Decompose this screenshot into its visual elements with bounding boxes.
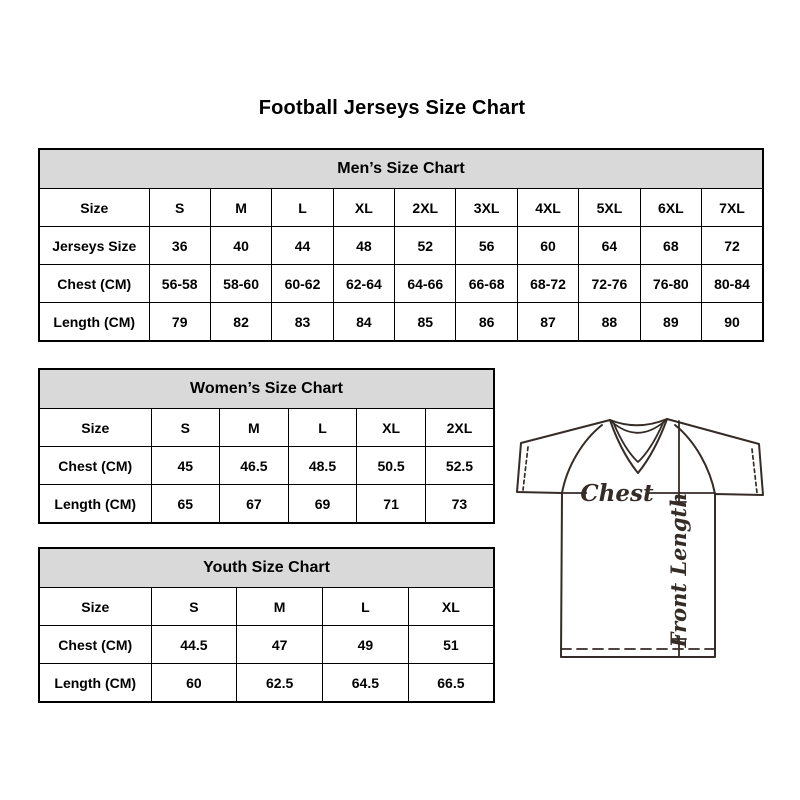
men-cell: 56-58 <box>149 265 210 303</box>
youth-cell: 64.5 <box>323 664 409 703</box>
men-row-label: Size <box>39 189 149 227</box>
men-cell: 62-64 <box>333 265 394 303</box>
youth-cell: XL <box>408 588 494 626</box>
men-cell: 80-84 <box>702 265 763 303</box>
jersey-svg <box>505 398 775 668</box>
table-row <box>39 227 763 265</box>
sleeve-stitch-right-icon <box>752 449 757 493</box>
table-row <box>39 588 494 626</box>
men-cell: 85 <box>395 303 456 342</box>
men-cell: 72 <box>702 227 763 265</box>
men-cell: 87 <box>517 303 578 342</box>
chest-measure-line <box>562 480 715 507</box>
women-cell: 52.5 <box>425 447 494 485</box>
sleeve-stitch-left-icon <box>523 447 528 490</box>
table-row <box>39 664 494 703</box>
youth-cell: L <box>323 588 409 626</box>
table-row <box>39 447 494 485</box>
youth-cell: S <box>151 588 237 626</box>
men-cell: 56 <box>456 227 517 265</box>
men-cell: 89 <box>640 303 701 342</box>
women-cell: S <box>151 409 220 447</box>
women-cell: 50.5 <box>357 447 426 485</box>
chest-label: Chest <box>580 480 654 507</box>
men-cell: 88 <box>579 303 640 342</box>
men-cell: S <box>149 189 210 227</box>
men-cell: 83 <box>272 303 333 342</box>
men-row-label: Jerseys Size <box>39 227 149 265</box>
men-cell: 52 <box>395 227 456 265</box>
youth-size-table <box>38 547 495 703</box>
men-row-label: Length (CM) <box>39 303 149 342</box>
women-cell: 73 <box>425 485 494 524</box>
men-cell: L <box>272 189 333 227</box>
table-row <box>39 485 494 524</box>
men-cell: 36 <box>149 227 210 265</box>
women-row-label: Chest (CM) <box>39 447 151 485</box>
youth-cell: M <box>237 588 323 626</box>
men-cell: 68-72 <box>517 265 578 303</box>
men-cell: 7XL <box>702 189 763 227</box>
men-cell: 90 <box>702 303 763 342</box>
women-cell: 69 <box>288 485 357 524</box>
table-row <box>39 626 494 664</box>
page-title: Football Jerseys Size Chart <box>258 97 526 119</box>
men-cell: 86 <box>456 303 517 342</box>
front-length-measure-line <box>666 421 693 657</box>
men-cell: 60 <box>517 227 578 265</box>
men-cell: 84 <box>333 303 394 342</box>
men-cell: 3XL <box>456 189 517 227</box>
table-row <box>39 409 494 447</box>
men-cell: 64 <box>579 227 640 265</box>
jersey-collar <box>610 419 667 473</box>
youth-cell: 49 <box>323 626 409 664</box>
men-cell: 64-66 <box>395 265 456 303</box>
women-chart-header: Women’s Size Chart <box>39 369 494 409</box>
table-row <box>39 265 763 303</box>
youth-cell: 62.5 <box>237 664 323 703</box>
women-cell: 2XL <box>425 409 494 447</box>
front-length-label: Front Length <box>666 492 691 648</box>
women-cell: 67 <box>220 485 289 524</box>
youth-cell: 51 <box>408 626 494 664</box>
men-cell: 58-60 <box>210 265 271 303</box>
men-cell: 79 <box>149 303 210 342</box>
men-cell: XL <box>333 189 394 227</box>
women-cell: 71 <box>357 485 426 524</box>
men-chart-header: Men’s Size Chart <box>39 149 763 189</box>
mens-size-table <box>38 148 764 342</box>
men-cell: 82 <box>210 303 271 342</box>
youth-row-label: Length (CM) <box>39 664 151 703</box>
womens-size-table <box>38 368 495 524</box>
men-row-label: Chest (CM) <box>39 265 149 303</box>
men-cell: 6XL <box>640 189 701 227</box>
men-cell: 44 <box>272 227 333 265</box>
youth-cell: 66.5 <box>408 664 494 703</box>
men-cell: 40 <box>210 227 271 265</box>
jersey-diagram <box>505 398 775 668</box>
women-row-label: Size <box>39 409 151 447</box>
youth-cell: 47 <box>237 626 323 664</box>
women-cell: L <box>288 409 357 447</box>
sleeve-seam-right <box>675 425 715 494</box>
men-cell: M <box>210 189 271 227</box>
men-cell: 2XL <box>395 189 456 227</box>
youth-chart-header: Youth Size Chart <box>39 548 494 588</box>
women-cell: M <box>220 409 289 447</box>
youth-cell: 60 <box>151 664 237 703</box>
table-row <box>39 303 763 342</box>
men-cell: 48 <box>333 227 394 265</box>
men-cell: 72-76 <box>579 265 640 303</box>
youth-row-label: Chest (CM) <box>39 626 151 664</box>
youth-cell: 44.5 <box>151 626 237 664</box>
women-cell: 65 <box>151 485 220 524</box>
men-cell: 5XL <box>579 189 640 227</box>
men-cell: 4XL <box>517 189 578 227</box>
women-cell: 46.5 <box>220 447 289 485</box>
table-row <box>39 189 763 227</box>
men-cell: 68 <box>640 227 701 265</box>
women-cell: 48.5 <box>288 447 357 485</box>
women-cell: 45 <box>151 447 220 485</box>
women-row-label: Length (CM) <box>39 485 151 524</box>
men-cell: 66-68 <box>456 265 517 303</box>
women-cell: XL <box>357 409 426 447</box>
youth-row-label: Size <box>39 588 151 626</box>
jersey-outline <box>517 419 763 657</box>
men-cell: 76-80 <box>640 265 701 303</box>
men-cell: 60-62 <box>272 265 333 303</box>
